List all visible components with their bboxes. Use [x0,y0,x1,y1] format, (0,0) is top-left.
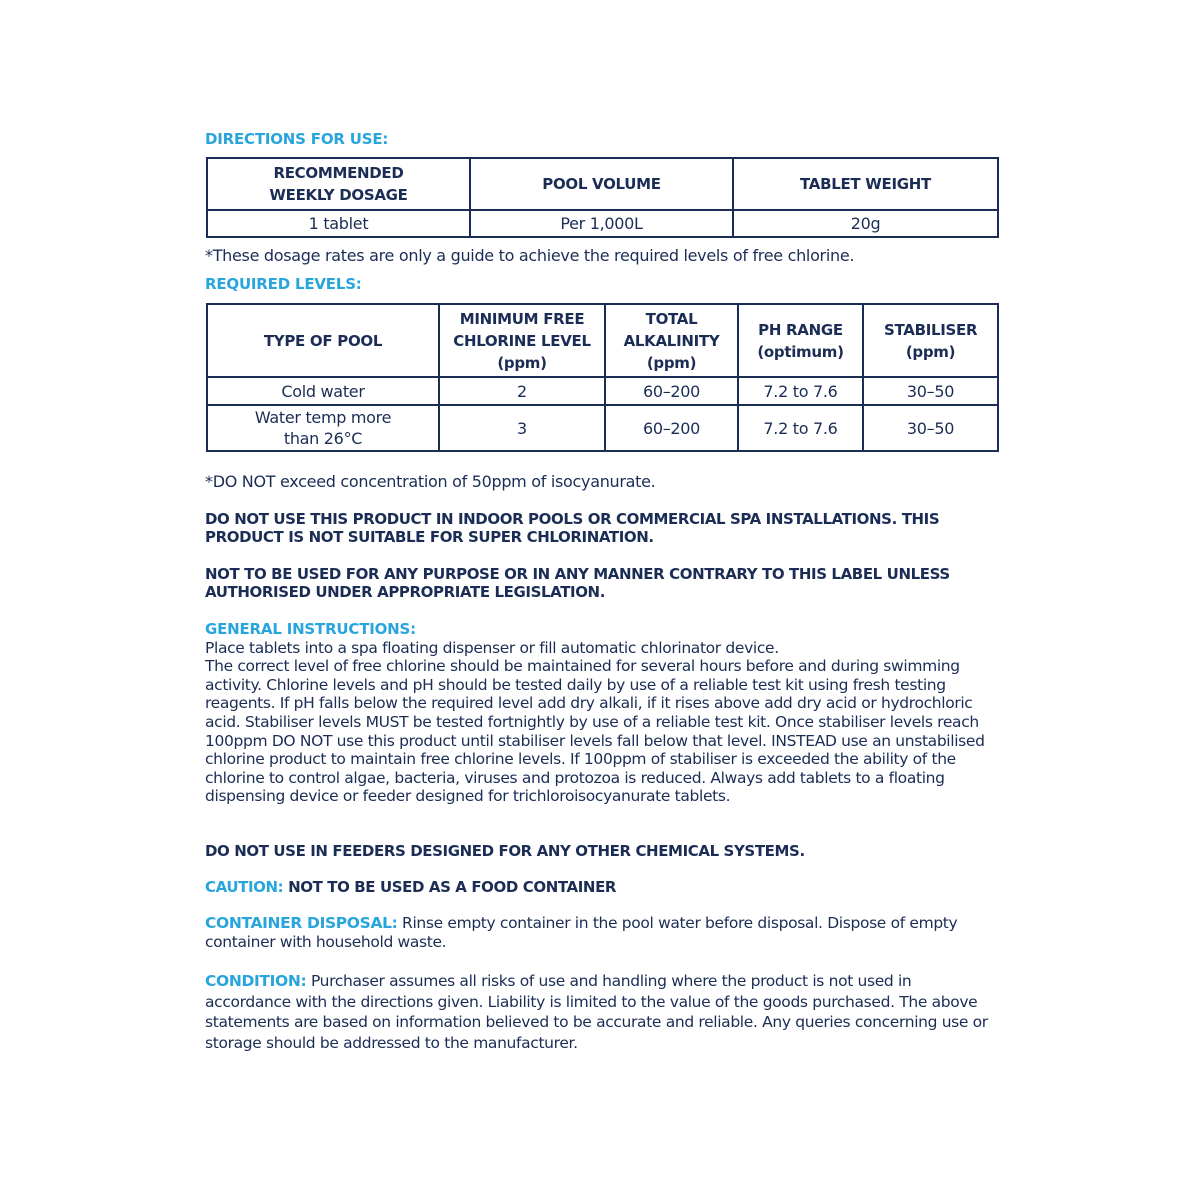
isocyanurate-note: *DO NOT exceed concentration of 50ppm of isocyanurate. [205,472,656,491]
condition-text: Purchaser assumes all risks of use and handling where the product is not used in accordance with the directions given. Liability is limited to the value of the goods purchased. The above statements are based on information believed to be accurate and reliable. Any queries concerning use or storage should be addressed to the manufacturer. [205,972,988,1052]
general-instructions [205,620,1000,806]
dosage-header-weight: TABLET WEIGHT [733,158,998,210]
feeders-warning: DO NOT USE IN FEEDERS DESIGNED FOR ANY OTHER CHEMICAL SYSTEMS. [205,842,805,860]
dosage-note: *These dosage rates are only a guide to achieve the required levels of free chlorine. [205,246,855,265]
levels-cell-ph: 7.2 to 7.6 [738,405,863,451]
dosage-table [206,157,999,238]
table-row [207,377,998,405]
disposal-paragraph [205,914,1000,951]
general-line1: Place tablets into a spa floating dispenser or fill automatic chlorinator device. [205,638,779,657]
condition-label: CONDITION: [205,972,307,990]
levels-cell-alkalinity: 60–200 [605,405,738,451]
levels-cell-type: Cold water [207,377,439,405]
directions-heading: DIRECTIONS FOR USE: [205,130,389,148]
disposal-label: CONTAINER DISPOSAL: [205,914,398,932]
levels-table [206,303,999,452]
levels-header-chlorine: MINIMUM FREE CHLORINE LEVEL (ppm) [439,304,605,377]
dosage-header-weekly: RECOMMENDED WEEKLY DOSAGE [207,158,470,210]
dosage-cell-weight: 20g [733,210,998,237]
general-heading: GENERAL INSTRUCTIONS: [205,620,416,638]
levels-cell-type: Water temp more than 26°C [207,405,439,451]
dosage-cell-volume: Per 1,000L [470,210,733,237]
levels-cell-alkalinity: 60–200 [605,377,738,405]
levels-cell-stabiliser: 30–50 [863,405,998,451]
dosage-cell-weekly: 1 tablet [207,210,470,237]
table-row [207,210,998,237]
dosage-header-volume: POOL VOLUME [470,158,733,210]
levels-cell-stabiliser: 30–50 [863,377,998,405]
caution-label: CAUTION: [205,878,284,896]
general-body: The correct level of free chlorine should be maintained for several hours before and during swimming activity. Chlorine levels and pH should be tested daily by use of a reliable test kit using fresh testing reagents. If pH falls below the required level add dry alkali, if it rises above add dry acid or hydrochloric acid. Stabiliser levels MUST be tested fortnightly by use of a reliable test kit. Once stabiliser levels reach 100ppm DO NOT use this product until stabiliser levels fall below that level. INSTEAD use an unstabilised chlorine product to maintain free chlorine levels. If 100ppm of stabiliser is exceeded the ability of the chlorine to control algae, bacteria, viruses and protozoa is reduced. Always add tablets to a floating dispensing device or feeder designed for trichloroisocyanurate tablets. [205,657,985,806]
indoor-warning: DO NOT USE THIS PRODUCT IN INDOOR POOLS OR COMMERCIAL SPA INSTALLATIONS. THIS PRODUCT IS NOT SUITABLE FOR SUPER CHLORINATION. [205,510,940,546]
levels-header-ph: PH RANGE (optimum) [738,304,863,377]
dosage-table-header-row [207,158,998,210]
legislation-warning: NOT TO BE USED FOR ANY PURPOSE OR IN ANY MANNER CONTRARY TO THIS LABEL UNLESS AUTHORISED UNDER APPROPRIATE LEGISLATION. [205,565,950,601]
required-heading: REQUIRED LEVELS: [205,275,362,293]
table-row [207,405,998,451]
levels-header-alkalinity: TOTAL ALKALINITY (ppm) [605,304,738,377]
levels-header-stabiliser: STABILISER (ppm) [863,304,998,377]
levels-cell-chlorine: 3 [439,405,605,451]
levels-cell-chlorine: 2 [439,377,605,405]
caution-text: NOT TO BE USED AS A FOOD CONTAINER [288,878,617,896]
condition-paragraph [205,971,1000,1053]
caution-line [205,878,1000,896]
disposal-text: Rinse empty container in the pool water before disposal. Dispose of empty container with household waste. [205,914,958,951]
levels-table-header-row [207,304,998,377]
levels-header-type: TYPE OF POOL [207,304,439,377]
levels-cell-ph: 7.2 to 7.6 [738,377,863,405]
